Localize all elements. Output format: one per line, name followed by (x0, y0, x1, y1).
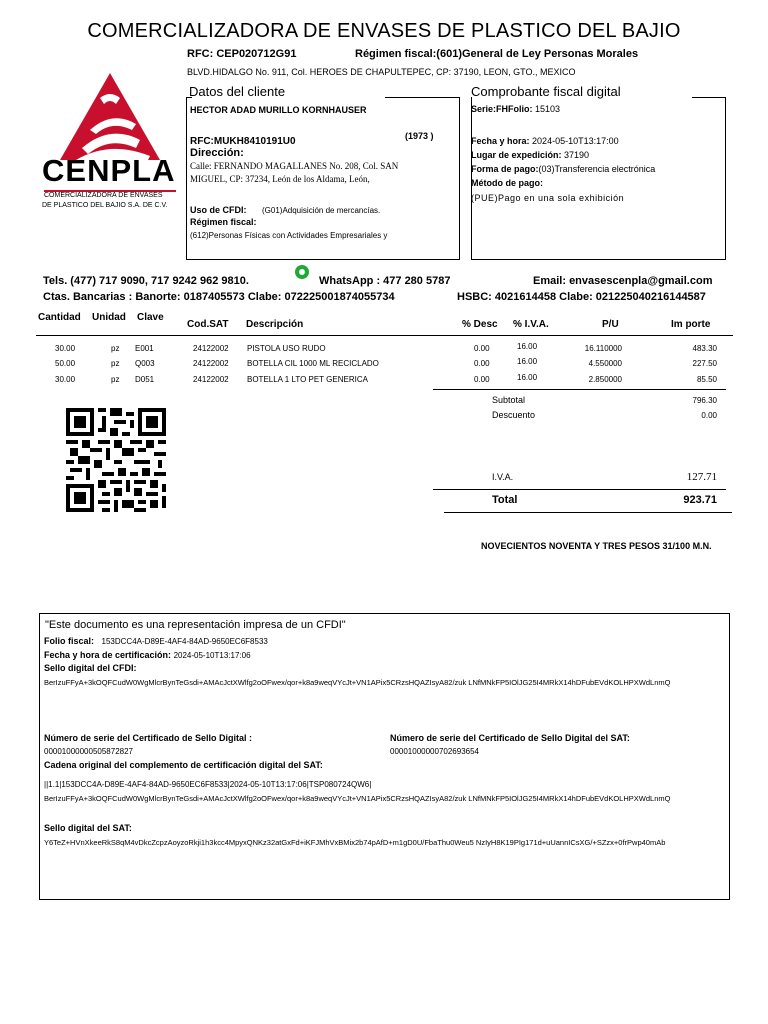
cell-desc: 0.00 (474, 359, 490, 368)
cell-codsat: 24122002 (193, 344, 229, 353)
cert-value: 00001000000505872827 (44, 747, 133, 756)
cliente-rfc: RFC:MUKH8410191U0 (190, 136, 296, 147)
th-pu: P/U (602, 319, 619, 330)
qr-code-icon (66, 408, 166, 512)
cert-label: Número de serie del Certificado de Sello Digital : (44, 733, 253, 743)
cliente-direccion-1: Calle: FERNANDO MAGALLANES No. 208, Col. SAN (190, 161, 399, 171)
cell-descripcion: PISTOLA USO RUDO (247, 344, 326, 353)
cliente-direccion-label: Dirección: (190, 147, 244, 159)
lugar-value: 37190 (564, 150, 590, 160)
cliente-uso-value: (G01)Adquisición de mercancías. (262, 206, 381, 215)
cfdi-sello-label: Sello digital del CFDI: (44, 663, 137, 673)
th-iva: % I.V.A. (513, 319, 549, 330)
cell-desc: 0.00 (474, 344, 490, 353)
descuento-label: Descuento (492, 410, 536, 420)
cell-importe: 85.50 (696, 375, 717, 384)
cell-clave: Q003 (135, 359, 155, 368)
serie-label: Serie: (471, 104, 497, 114)
company-rfc: RFC: CEP020712G91 (187, 48, 297, 60)
comprobante-heading: Comprobante fiscal digital (471, 84, 621, 99)
company-name: COMERCIALIZADORA DE ENVASES DE PLASTICO DEL BAJIO (87, 20, 681, 42)
cell-pu: 2.850000 (588, 375, 622, 384)
contact-hsbc: HSBC: 4021614458 Clabe: 021225040216144587 (457, 291, 706, 303)
th-unidad: Unidad (92, 312, 126, 323)
cell-cantidad: 30.00 (55, 344, 76, 353)
cell-codsat: 24122002 (193, 375, 229, 384)
contact-tels: Tels. (477) 717 9090, 717 9242 962 9810. (43, 275, 249, 287)
iva-value: 127.71 (686, 471, 717, 483)
forma-value: (03)Transferencia electrónica (538, 164, 656, 174)
folio-value: 15103 (535, 104, 561, 114)
total-value: 923.71 (683, 494, 717, 506)
cfdi-folio (44, 636, 268, 646)
cell-iva: 16.00 (517, 357, 538, 366)
cell-pu: 16.110000 (584, 344, 622, 353)
cell-unidad: pz (111, 375, 120, 384)
forma-label: Forma de pago: (471, 164, 539, 174)
cfdi-folio-label: Folio fiscal: (44, 636, 95, 646)
th-clave: Clave (137, 312, 164, 323)
contact-email: Email: envasescenpla@gmail.com (533, 275, 713, 287)
cliente-uso-label: Uso de CFDI: (190, 205, 247, 215)
cadena-line-2: BerIzuFFyA+3kOQFCudW0WgMlcrBynTeGsdi+AMAcJctXWlfg2oOFwex/qor+k8a9weqVYcJt+VN1APix5CRzsHQAZIsyA82/zuk LNfMNkFP5IOlJG25I4MRkX14hDFubEVdKOLHPXWdLnmQ (44, 794, 671, 803)
contact-banorte: Ctas. Bancarias : Banorte: 0187405573 Clabe: 072225001874055734 (43, 291, 395, 303)
fecha-label: Fecha y hora: (471, 136, 530, 146)
logo-subtitle-2: DE PLASTICO DEL BAJIO S.A. DE C.V. (42, 202, 168, 209)
th-desc: % Desc (462, 319, 498, 330)
lugar-label: Lugar de expedición: (471, 150, 562, 160)
cenpla-logo (40, 68, 180, 213)
comprobante-lugar (471, 150, 589, 160)
th-cantidad: Cantidad (38, 312, 81, 323)
cfdi-fecha-label: Fecha y hora de certificación: (44, 650, 172, 660)
serie-value: FH (496, 104, 509, 114)
cliente-regimen-value: (612)Personas Físicas con Actividades Empresariales y (190, 231, 388, 240)
cell-descripcion: BOTELLA 1 LTO PET GENERICA (247, 375, 368, 384)
comprobante-serie-folio (471, 104, 560, 114)
cadena-line-1: ||1.1|153DCC4A-D89E-4AF4-84AD-9650EC6F8533|2024-05-10T13:17:06|TSP080724QW6| (44, 780, 372, 789)
comprobante-forma (471, 164, 655, 174)
cell-clave: D051 (135, 375, 155, 384)
metodo-value: (PUE)Pago en una sola exhibición (471, 193, 625, 203)
cell-unidad: pz (111, 359, 120, 368)
cfdi-fecha-value: 2024-05-10T13:17:06 (173, 651, 251, 660)
sello-sat-label: Sello digital del SAT: (44, 823, 132, 833)
metodo-label: Método de pago: (471, 178, 543, 188)
cadena-label: Cadena original del complemento de certificación digital del SAT: (44, 760, 323, 770)
qr-code (66, 408, 166, 512)
whatsapp-icon (295, 265, 309, 279)
logo-text: CENPLA (42, 153, 176, 188)
cert-sat-label: Número de serie del Certificado de Sello Digital del SAT: (390, 733, 630, 743)
cell-codsat: 24122002 (193, 359, 229, 368)
company-regimen: Régimen fiscal:(601)General de Ley Personas Morales (355, 48, 639, 60)
total-letra: NOVECIENTOS NOVENTA Y TRES PESOS 31/100 M.N. (481, 541, 712, 551)
descuento-value: 0.00 (701, 411, 717, 420)
cliente-direccion-2: MIGUEL, CP: 37234, León de los Aldama, León, (190, 174, 370, 184)
total-label: Total (492, 494, 518, 506)
cell-unidad: pz (111, 344, 120, 353)
th-codsat: Cod.SAT (187, 319, 229, 330)
cell-cantidad: 30.00 (55, 375, 76, 384)
company-address: BLVD.HIDALGO No. 911, Col. HEROES DE CHAPULTEPEC, CP: 37190, LEON, GTO., MEXICO (187, 67, 576, 77)
cell-cantidad: 50.00 (55, 359, 76, 368)
cfdi-sello-value: BerIzuFFyA+3kOQFCudW0WgMlcrBynTeGsdi+AMAcJctXWlfg2oOFwex/qor+k8a9weqVYcJt+VN1APix5CRzsHQAZIsyA82/zuk LNfMNkFP5IOlJG25I4MRkX14hDFubEVdKOLHPXWdLnmQ (44, 678, 671, 687)
cell-iva: 16.00 (517, 342, 538, 351)
cell-desc: 0.00 (474, 375, 490, 384)
comprobante-fecha (471, 136, 619, 146)
th-importe: Im porte (671, 319, 711, 330)
sello-sat-value: Y6TeZ+HVnXkeeRkS8qM4vDkcZcpzAoyzoRkji1h3kcc4MpyxQNKz32atGxFd+iKFJMhVxBMix2b74pAfD+m1gD0U/FbaThu0Weu5 NzIyH8K19PIg171d+uUannICsXG/+SZzx+0frPwp40mAb (44, 838, 666, 847)
cliente-regimen-label: Régimen fiscal: (190, 217, 257, 227)
cell-importe: 227.50 (692, 359, 717, 368)
th-descripcion: Descripción (246, 319, 304, 330)
contact-whatsapp: WhatsApp : 477 280 5787 (319, 275, 451, 287)
cert-sat-value: 00001000000702693654 (390, 747, 479, 756)
cell-iva: 16.00 (517, 373, 538, 382)
cfdi-box (39, 613, 730, 900)
cfdi-intro: "Este documento es una representación impresa de un CFDI" (45, 619, 346, 631)
subtotal-label: Subtotal (492, 395, 526, 405)
cell-clave: E001 (135, 344, 154, 353)
cliente-code: (1973 ) (405, 131, 434, 141)
cell-importe: 483.30 (692, 344, 717, 353)
subtotal-value: 796.30 (692, 396, 717, 405)
logo-subtitle-1: COMERCIALIZADORA DE ENVASES (44, 192, 163, 199)
cfdi-folio-value: 153DCC4A-D89E-4AF4-84AD-9650EC6F8533 (101, 637, 268, 646)
fecha-value: 2024-05-10T13:17:00 (532, 136, 619, 146)
folio-label: Folio: (508, 104, 533, 114)
iva-label: I.V.A. (492, 472, 514, 482)
cliente-name: HECTOR ADAD MURILLO KORNHAUSER (190, 105, 367, 115)
cell-descripcion: BOTELLA CIL 1000 ML RECICLADO (247, 359, 379, 368)
cfdi-fecha (44, 650, 251, 660)
cell-pu: 4.550000 (588, 359, 622, 368)
cliente-heading: Datos del cliente (189, 84, 286, 99)
